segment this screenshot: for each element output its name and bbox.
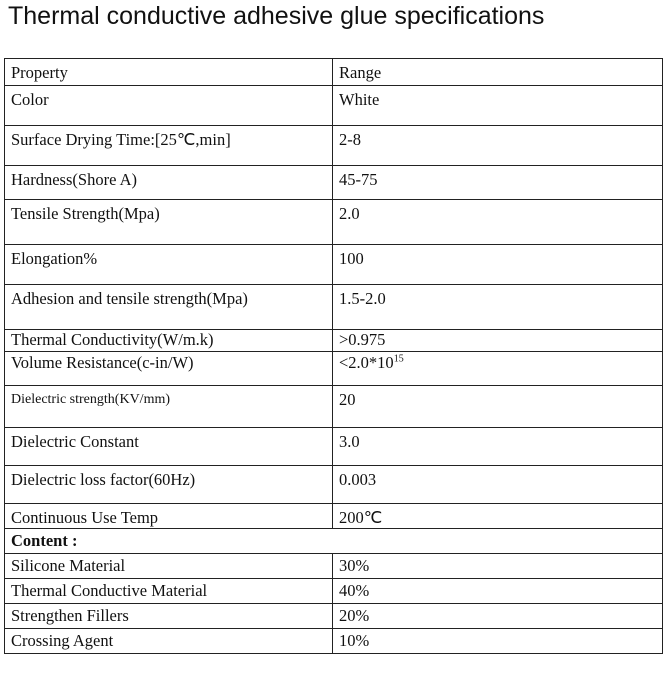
property-cell: Thermal Conductivity(W/m.k)	[5, 330, 333, 352]
range-cell: 2.0	[333, 200, 663, 245]
range-cell: 45-75	[333, 166, 663, 200]
range-cell: White	[333, 86, 663, 126]
property-cell: Tensile Strength(Mpa)	[5, 200, 333, 245]
table-row	[5, 126, 663, 166]
table-row	[5, 330, 663, 352]
range-cell: 3.0	[333, 428, 663, 466]
specifications-table	[4, 58, 663, 654]
property-cell: Dielectric Constant	[5, 428, 333, 466]
percent-cell: 10%	[333, 629, 663, 654]
property-cell: Surface Drying Time:[25℃,min]	[5, 126, 333, 166]
table-row	[5, 504, 663, 529]
table-row	[5, 86, 663, 126]
page-title: Thermal conductive adhesive glue specifications	[8, 2, 545, 30]
material-cell: Silicone Material	[5, 554, 333, 579]
percent-cell: 20%	[333, 604, 663, 629]
material-cell: Thermal Conductive Material	[5, 579, 333, 604]
property-cell: Color	[5, 86, 333, 126]
property-cell: Continuous Use Temp	[5, 504, 333, 529]
property-cell: Hardness(Shore A)	[5, 166, 333, 200]
material-cell: Crossing Agent	[5, 629, 333, 654]
range-cell: >0.975	[333, 330, 663, 352]
table-row	[5, 352, 663, 386]
range-cell: 20	[333, 386, 663, 428]
content-label: Content :	[5, 529, 663, 554]
property-cell: Dielectric strength(KV/mm)	[5, 386, 333, 428]
content-row	[5, 604, 663, 629]
property-cell: Volume Resistance(c-in/W)	[5, 352, 333, 386]
material-cell: Strengthen Fillers	[5, 604, 333, 629]
percent-cell: 30%	[333, 554, 663, 579]
range-header: Range	[333, 59, 663, 86]
percent-cell: 40%	[333, 579, 663, 604]
range-cell: $<2.0*10^{15}$	[333, 352, 663, 386]
property-cell: Adhesion and tensile strength(Mpa)	[5, 285, 333, 330]
table-row	[5, 166, 663, 200]
property-header: Property	[5, 59, 333, 86]
table-row	[5, 285, 663, 330]
table-row	[5, 386, 663, 428]
content-header-row	[5, 529, 663, 554]
table-row	[5, 245, 663, 285]
table-row	[5, 466, 663, 504]
exponent: 15	[393, 353, 404, 365]
range-cell: 0.003	[333, 466, 663, 504]
content-row	[5, 554, 663, 579]
table-row	[5, 200, 663, 245]
property-cell: Elongation%	[5, 245, 333, 285]
property-cell: Dielectric loss factor(60Hz)	[5, 466, 333, 504]
range-cell: 100	[333, 245, 663, 285]
range-cell: 1.5-2.0	[333, 285, 663, 330]
range-cell: 2-8	[333, 126, 663, 166]
content-row	[5, 629, 663, 654]
content-row	[5, 579, 663, 604]
range-cell: 200℃	[333, 504, 663, 529]
table-header-row	[5, 59, 663, 86]
table-row	[5, 428, 663, 466]
